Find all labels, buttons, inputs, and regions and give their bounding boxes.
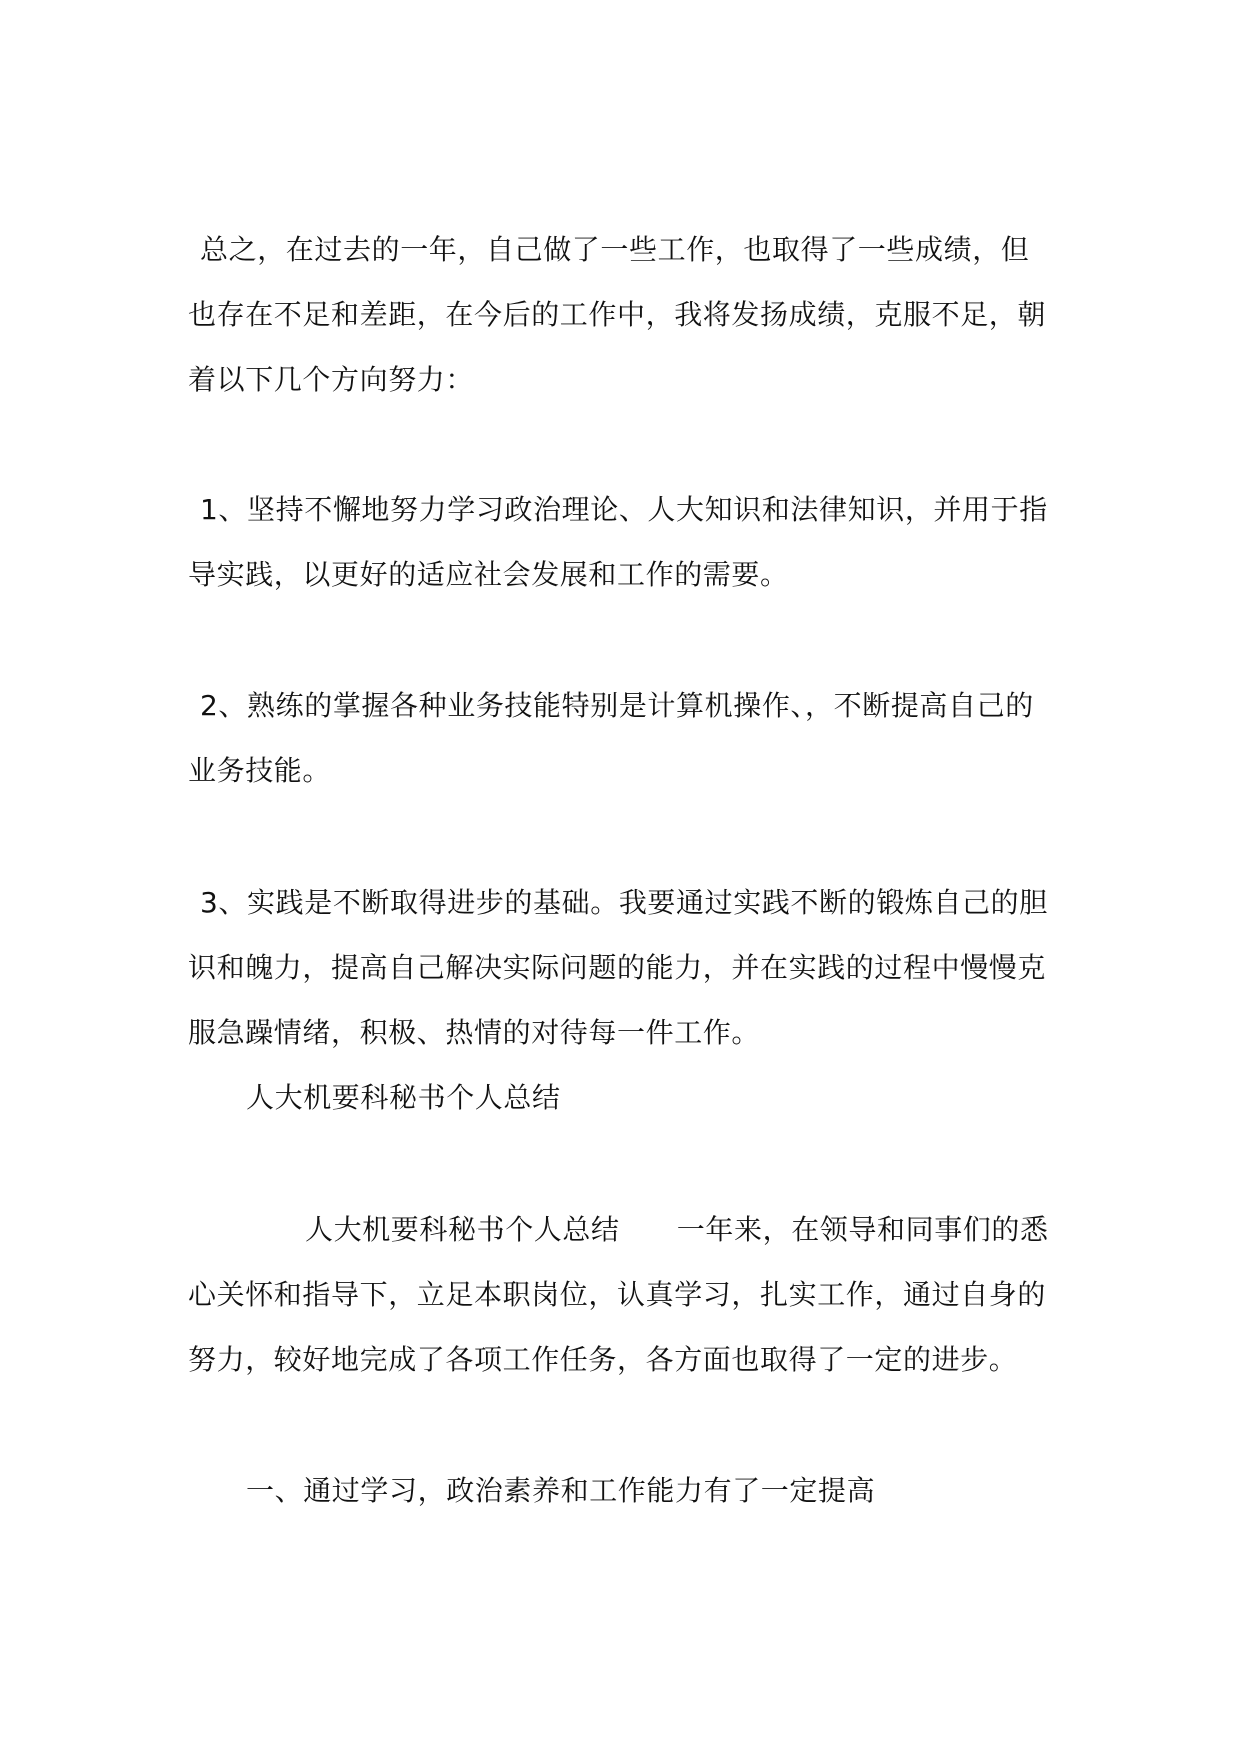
list-item-3-line-3: 服急躁情绪，积极、热情的对待每一件工作。 [188, 1016, 761, 1049]
list-item-2-line-1: 2、熟练的掌握各种业务技能特别是计算机操作、，不断提高自己的 [200, 689, 1034, 722]
list-item-1-line-1: 1、坚持不懈地努力学习政治理论、人大知识和法律知识，并用于指 [200, 493, 1048, 526]
list-item-2-line-2: 业务技能。 [188, 754, 332, 787]
paragraph-1-line-1: 总之，在过去的一年，自己做了一些工作，也取得了一些成绩，但 [200, 233, 1030, 266]
list-item-1-line-2: 导实践，以更好的适应社会发展和工作的需要。 [188, 558, 789, 591]
list-item-3-line-2: 识和魄力，提高自己解决实际问题的能力，并在实践的过程中慢慢克 [188, 951, 1047, 984]
section-title: 人大机要科秘书个人总结 [246, 1081, 561, 1114]
paragraph-1-line-3: 着以下几个方向努力： [188, 363, 475, 396]
summary-paragraph-line-1: 人大机要科秘书个人总结 一年来，在领导和同事们的悉 [305, 1213, 1049, 1246]
list-item-3-line-1: 3、实践是不断取得进步的基础。我要通过实践不断的锻炼自己的胆 [200, 886, 1048, 919]
subsection-heading: 一、通过学习，政治素养和工作能力有了一定提高 [246, 1474, 876, 1507]
paragraph-1-line-2: 也存在不足和差距，在今后的工作中，我将发扬成绩，克服不足，朝 [188, 298, 1047, 331]
summary-paragraph-line-3: 努力，较好地完成了各项工作任务，各方面也取得了一定的进步。 [188, 1343, 1018, 1376]
summary-paragraph-line-2: 心关怀和指导下，立足本职岗位，认真学习，扎实工作，通过自身的 [188, 1278, 1047, 1311]
